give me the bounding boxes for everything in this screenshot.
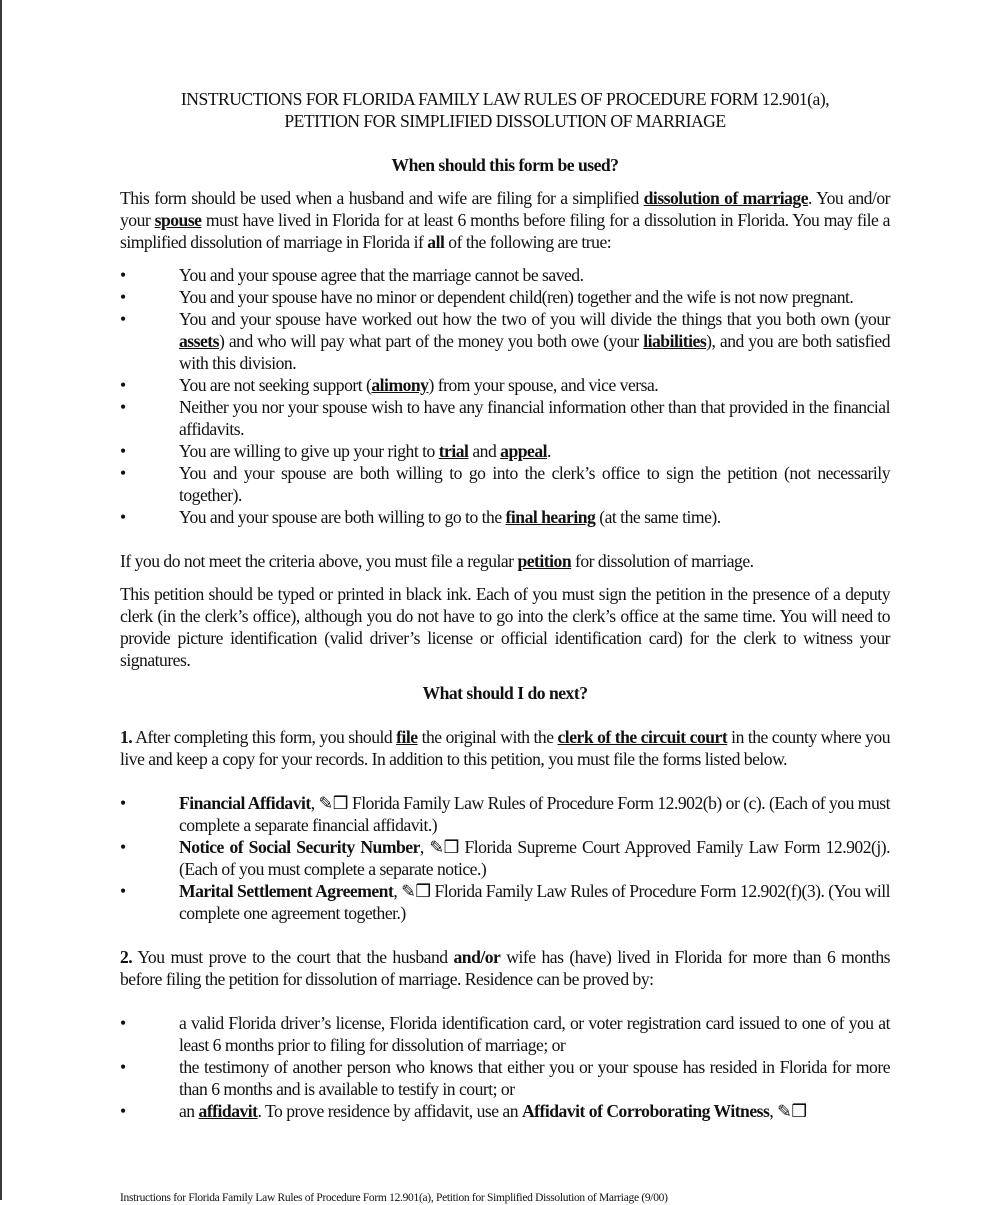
term-dissolution-of-marriage[interactable]: dissolution of marriage [643, 188, 809, 208]
list-item: • You are not seeking support (alimony) from your spouse, and vice versa. [120, 375, 659, 395]
page-left-border [0, 0, 2, 1200]
bullet: • [120, 837, 126, 857]
bullet: • [120, 309, 126, 329]
form-name-notice-of-ssn: Notice of Social Security Number [179, 837, 420, 857]
document-title [120, 88, 890, 132]
title-line-1: INSTRUCTIONS FOR FLORIDA FAMILY LAW RULES OF PROCEDURE FORM 12.901(a), [180, 89, 830, 109]
bullet: • [120, 1057, 126, 1077]
intro-paragraph: This form should be used when a husband and wife are filing for a simplified dissolution of marriage. You and/or your spouse must have lived in Florida for at least 6 months before filing for a dissolution in Florida. You may file a simplified dissolution of marriage in Florida if all of the following are true: [120, 188, 890, 252]
form-name-affidavit-corroborating-witness: Affidavit of Corroborating Witness [521, 1101, 770, 1121]
list-item: • Neither you nor your spouse wish to have any financial information other than that provided in the financial affidavits. [120, 397, 890, 439]
bullet: • [120, 397, 126, 417]
criteria-list [120, 264, 890, 528]
bullet: • [120, 287, 126, 307]
term-affidavit[interactable]: affidavit [198, 1101, 258, 1121]
list-item: • You and your spouse are both willing to go into the clerk’s office to sign the petition (not necessarily together). [120, 463, 890, 505]
list-item: • a valid Florida driver’s license, Florida identification card, or voter registration card issued to one of you at least 6 months prior to filing for dissolution of marriage; or [120, 1013, 890, 1055]
list-item: • You and your spouse have no minor or dependent child(ren) together and the wife is not now pregnant. [120, 287, 854, 307]
residence-proof-list [120, 1012, 890, 1122]
term-assets[interactable]: assets [179, 331, 220, 351]
list-item: • You are willing to give up your right to trial and appeal. [120, 441, 551, 461]
term-spouse[interactable]: spouse [154, 210, 202, 230]
required-forms-list [120, 792, 890, 924]
bullet: • [120, 881, 126, 901]
bullet: • [120, 793, 126, 813]
bullet: • [120, 441, 126, 461]
step-number: 2. [120, 947, 133, 967]
bullet: • [120, 375, 126, 395]
bullet: • [120, 1101, 126, 1121]
step-2-paragraph: 2. You must prove to the court that the husband and/or wife has (have) lived in Florida for more than 6 months before filing the petition for dissolution of marriage. Residence can be proved by: [120, 947, 890, 989]
bullet: • [120, 507, 126, 527]
term-petition[interactable]: petition [517, 551, 572, 571]
step-1-paragraph: 1. After completing this form, you should file the original with the clerk of the circuit court in the county where you live and keep a copy for your records. In addition to this petition, you must file the forms listed below. [120, 727, 891, 769]
heading-when-used: When should this form be used? [391, 155, 619, 175]
list-item: • You and your spouse have worked out how the two of you will divide the things that you both own (your assets) and who will pay what part of the money you both owe (your liabilities), and you are both satisfied with this division. [120, 309, 891, 373]
list-item: • an affidavit. To prove residence by affidavit, use an Affidavit of Corroborating Witness, ✎❒ [120, 1101, 807, 1121]
term-appeal[interactable]: appeal [500, 441, 548, 461]
term-alimony[interactable]: alimony [371, 375, 429, 395]
term-final-hearing[interactable]: final hearing [505, 507, 596, 527]
step-number: 1. [120, 727, 133, 747]
emphasis-and-or: and/or [453, 947, 501, 967]
document-page [120, 88, 890, 1122]
list-item: • You and your spouse agree that the marriage cannot be saved. [120, 265, 584, 285]
form-name-marital-settlement-agreement: Marital Settlement Agreement [179, 881, 394, 901]
form-name-financial-affidavit: Financial Affidavit [179, 793, 311, 813]
list-item: • You and your spouse are both willing to go to the final hearing (at the same time). [120, 507, 721, 527]
bullet: • [120, 265, 126, 285]
term-clerk-of-the-circuit-court[interactable]: clerk of the circuit court [557, 727, 728, 747]
heading-what-next: What should I do next? [422, 683, 588, 703]
criteria-paragraph: If you do not meet the criteria above, you must file a regular petition for dissolution of marriage. [120, 551, 754, 571]
title-line-2: PETITION FOR SIMPLIFIED DISSOLUTION OF MARRIAGE [284, 111, 726, 131]
term-file[interactable]: file [396, 727, 418, 747]
emphasis-all: all [427, 232, 445, 252]
signing-paragraph: This petition should be typed or printed in black ink. Each of you must sign the petition in the presence of a deputy clerk (in the clerk’s office), although you do not have to go into the clerk’s office at the same time. You will need to provide picture identification (valid driver’s license or official identification card) for the clerk to witness your signatures. [120, 584, 890, 670]
bullet: • [120, 1013, 126, 1033]
list-item: • Marital Settlement Agreement, ✎❒ Florida Family Law Rules of Procedure Form 12.902(f)(3). (You will complete one agreement together.) [120, 881, 890, 923]
term-liabilities[interactable]: liabilities [643, 331, 707, 351]
list-item: • Financial Affidavit, ✎❒ Florida Family Law Rules of Procedure Form 12.902(b) or (c). (Each of you must complete a separate financial affidavit.) [120, 793, 891, 835]
list-item: • Notice of Social Security Number, ✎❒ Florida Supreme Court Approved Family Law Form 12.902(j). (Each of you must complete a separate notice.) [120, 837, 891, 879]
term-trial[interactable]: trial [438, 441, 469, 461]
page-footer: Instructions for Florida Family Law Rules of Procedure Form 12.901(a), Petition for Simplified Dissolution of Marriage (9/00) [120, 1192, 668, 1204]
bullet: • [120, 463, 126, 483]
list-item: • the testimony of another person who knows that either you or your spouse has resided in Florida for more than 6 months and is available to testify in court; or [120, 1057, 890, 1099]
